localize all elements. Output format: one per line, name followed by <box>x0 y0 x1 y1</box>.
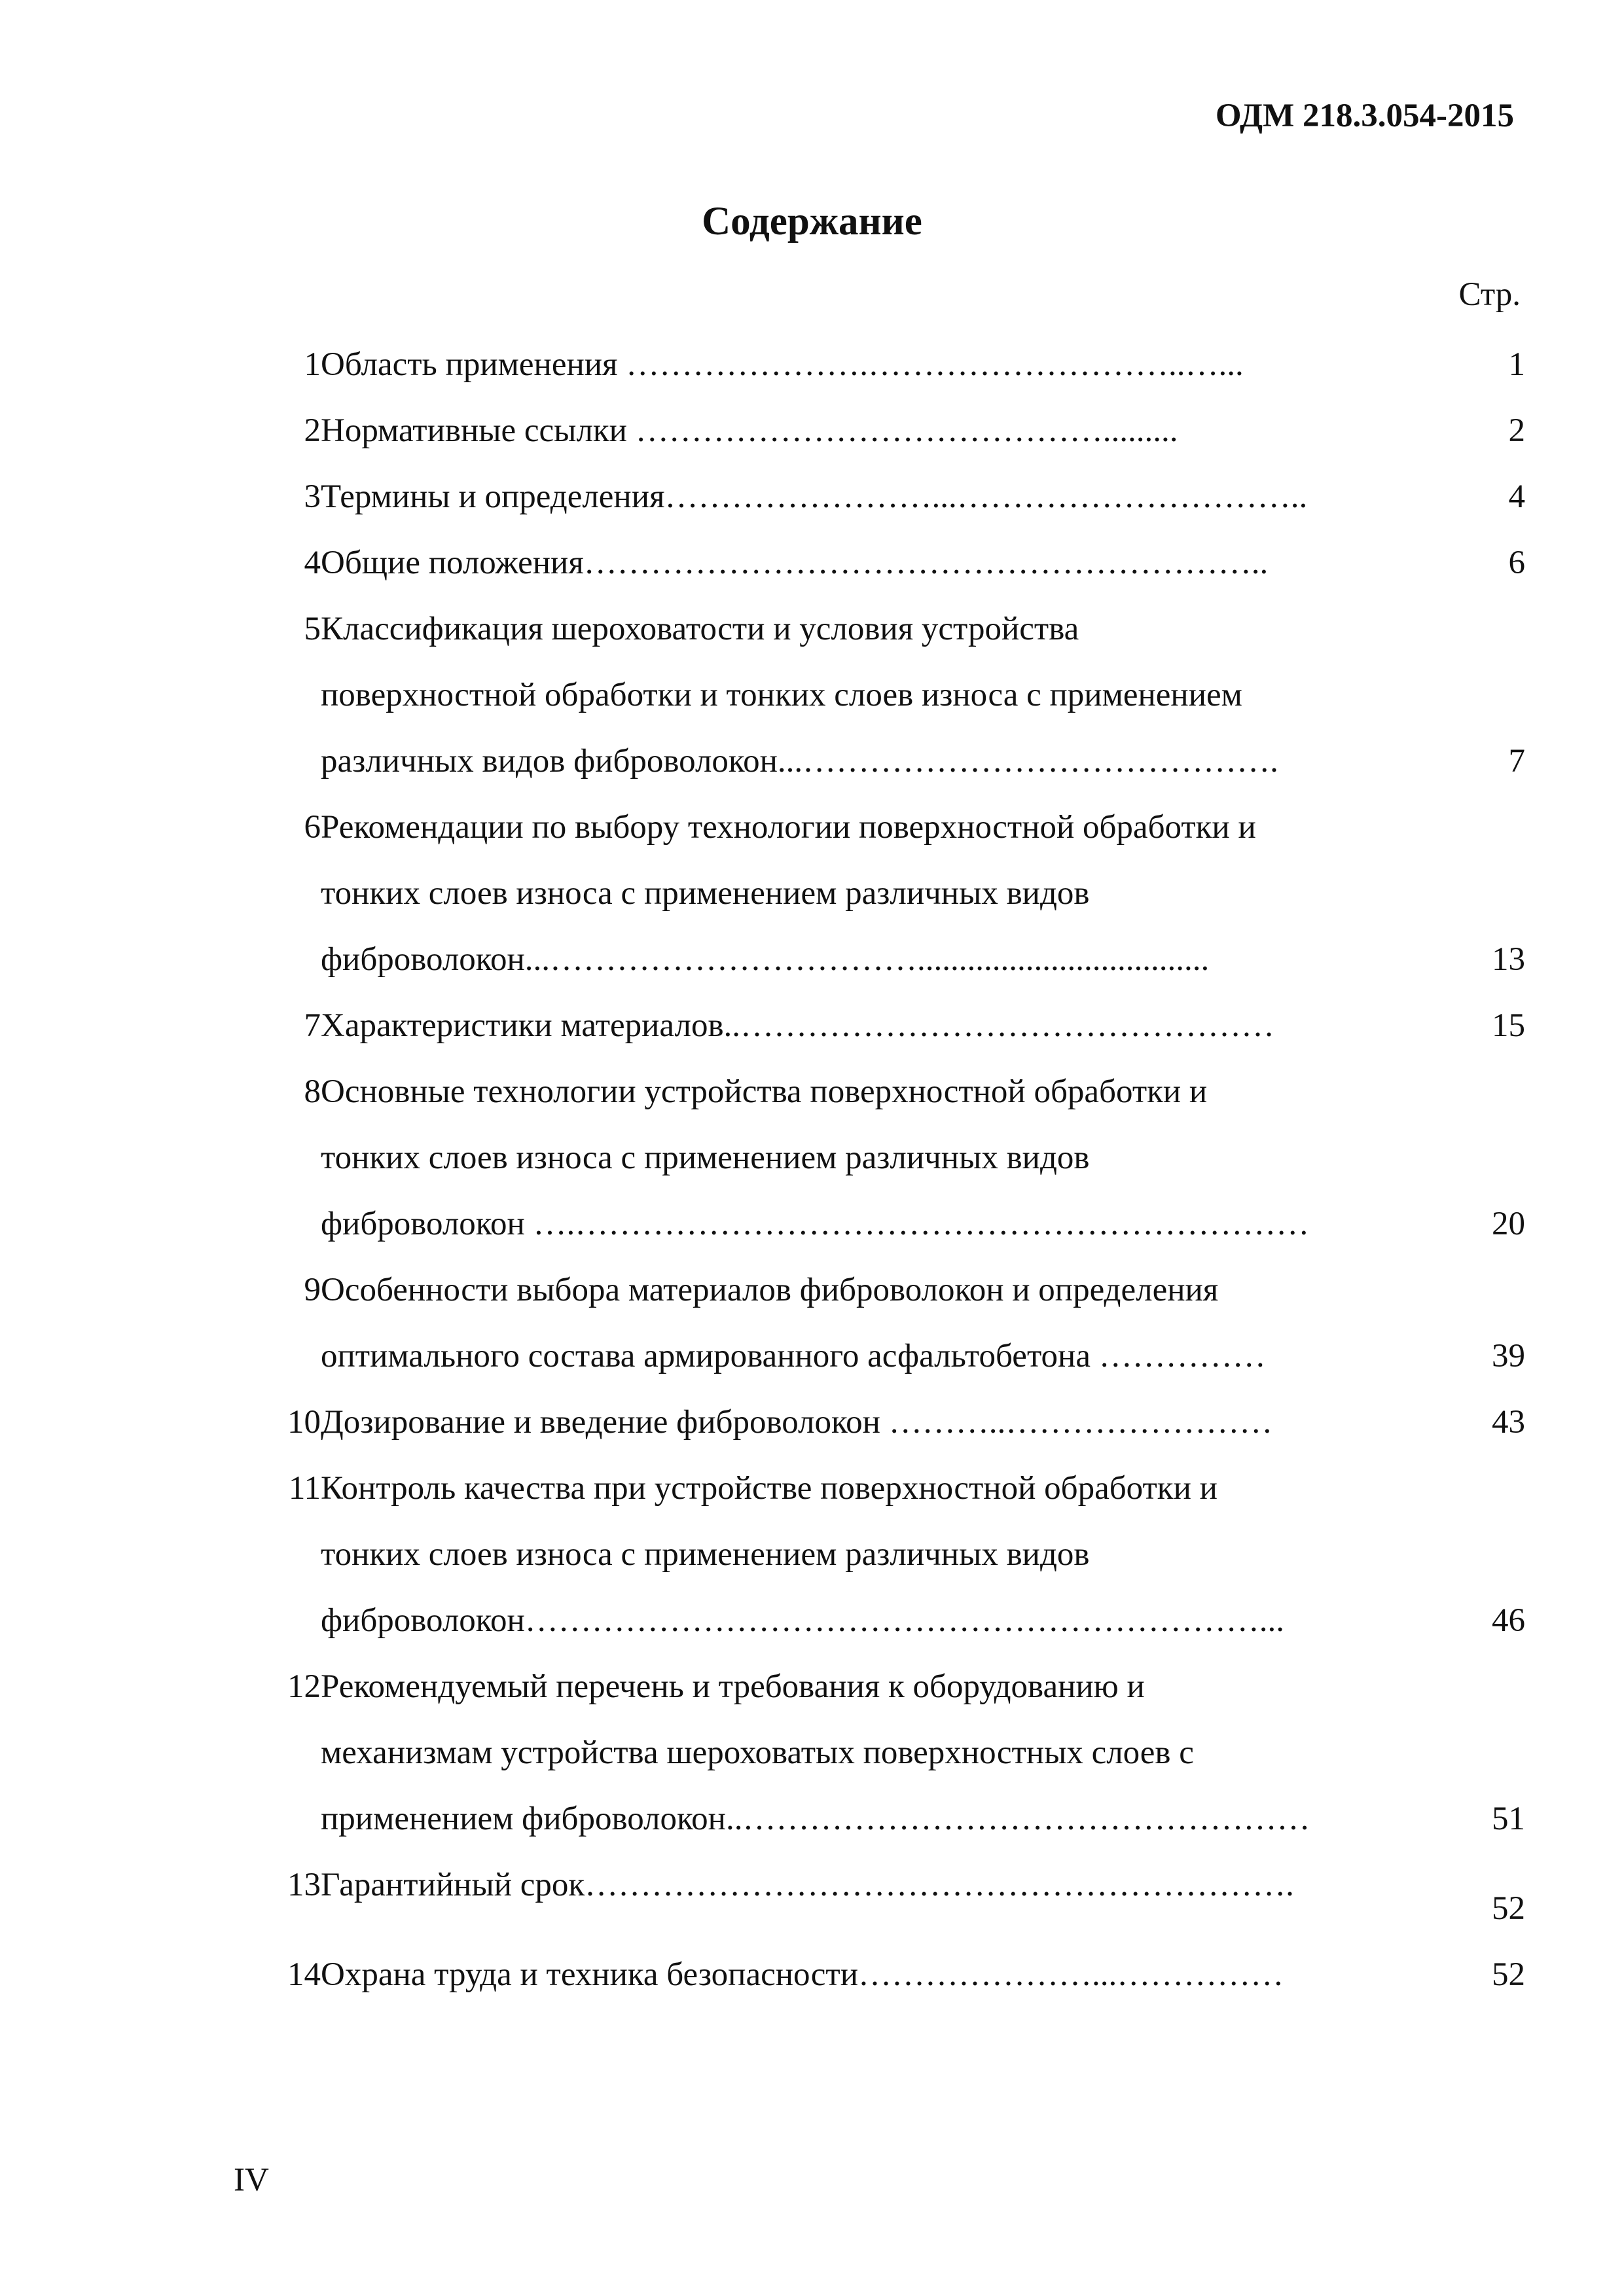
toc-entry-title: Область применения ………………….………………………..…... <box>321 346 1244 383</box>
toc-entry-page: 39 <box>1492 1338 1525 1374</box>
toc-entry-number: 2 <box>304 412 321 449</box>
toc-entry[interactable] <box>249 795 1525 993</box>
page-column-label: Стр. <box>1458 276 1521 313</box>
toc-entry-number: 3 <box>304 478 321 515</box>
toc-entry-number: 1 <box>304 346 321 383</box>
toc-entry-title: Контроль качества при устройстве поверхностной обработки и тонких слоев износа с применением различных видов фиброволокон…………………………………………………………... <box>321 1470 1285 1639</box>
toc-entry-number: 12 <box>287 1668 321 1705</box>
toc-entry-page: 2 <box>1508 412 1525 449</box>
toc-entry[interactable] <box>249 1390 1525 1456</box>
document-code: ОДМ 218.3.054-2015 <box>1215 98 1514 134</box>
toc-entry-title: Термины и определения……………………...………………………….. <box>321 478 1308 515</box>
toc-entry-title: Особенности выбора материалов фиброволокон и определения оптимального состава армированного асфальтобетона …………… <box>321 1272 1266 1374</box>
toc-entry-page: 52 <box>1492 1956 1525 1993</box>
toc-entry-title: Дозирование и введение фиброволокон ………..…………………… <box>321 1404 1273 1441</box>
toc-entry[interactable] <box>249 596 1525 795</box>
toc-entry-page: 7 <box>1508 743 1525 780</box>
toc-entry-title: Рекомендации по выбору технологии поверхностной обработки и тонких слоев износа с применением различных видов фиброволокон...……………………………................................... <box>321 809 1256 978</box>
toc-entry-number: 14 <box>287 1956 321 1993</box>
toc-entry-number: 7 <box>304 1007 321 1044</box>
toc-entry-title: Характеристики материалов..………………………………………… <box>321 1007 1275 1044</box>
toc-entry[interactable] <box>249 332 1525 398</box>
toc-entry-page: 15 <box>1492 1007 1525 1044</box>
toc-entry-number: 5 <box>304 611 321 647</box>
toc-entry[interactable] <box>249 1942 1525 2008</box>
toc-entry-page: 20 <box>1492 1206 1525 1242</box>
toc-entry-page: 51 <box>1492 1801 1525 1837</box>
page-number: IV <box>234 2162 269 2198</box>
toc-entry-number: 13 <box>287 1867 321 1903</box>
toc-entry[interactable] <box>249 993 1525 1059</box>
toc-entry[interactable] <box>249 1654 1525 1852</box>
toc-entry-number: 8 <box>304 1073 321 1110</box>
toc-entry-title: Гарантийный срок………………………………………………………. <box>321 1867 1294 1903</box>
toc-entry-title: Охрана труда и техника безопасности…………………...…………… <box>321 1956 1284 1993</box>
toc-entry[interactable] <box>249 1456 1525 1654</box>
toc-entry[interactable] <box>249 1059 1525 1257</box>
toc-entry[interactable] <box>249 1852 1525 1927</box>
toc-entry-number: 9 <box>304 1272 321 1308</box>
toc-entry-title: Основные технологии устройства поверхностной обработки и тонких слоев износа с применением различных видов фиброволокон ….………………………………………………………… <box>321 1073 1310 1242</box>
toc-entry-page: 4 <box>1508 478 1525 515</box>
toc-entry-page: 1 <box>1508 346 1525 383</box>
toc-entry-page: 13 <box>1492 941 1525 978</box>
toc-title: Содержание <box>702 200 922 243</box>
toc-entry-title: Рекомендуемый перечень и требования к оборудованию и механизмам устройства шероховатых поверхностных слоев с применением фиброволокон..…………………………………………… <box>321 1668 1310 1837</box>
toc-entry-page: 46 <box>1492 1602 1525 1639</box>
toc-entry-page: 43 <box>1492 1404 1525 1441</box>
toc-entry-page: 6 <box>1508 545 1525 581</box>
toc-entry-title: Нормативные ссылки ……………………………………......... <box>321 412 1178 449</box>
toc-entry[interactable] <box>249 530 1525 596</box>
toc-entry-number: 11 <box>288 1470 321 1507</box>
toc-entry[interactable] <box>249 1257 1525 1390</box>
toc-entry-number: 4 <box>304 545 321 581</box>
toc-entry-page: 52 <box>1492 1890 1525 1927</box>
toc-entry-title: Классификация шероховатости и условия устройства поверхностной обработки и тонких слоев износа с применением различных видов фиброволокон...……………………………………. <box>321 611 1278 780</box>
toc-entry[interactable] <box>249 398 1525 464</box>
toc-entry-title: Общие положения…………………………………………………….. <box>321 545 1269 581</box>
table-of-contents <box>249 332 1525 2008</box>
toc-entry[interactable] <box>249 464 1525 530</box>
toc-entry-number: 6 <box>304 809 321 846</box>
toc-entry-number: 10 <box>287 1404 321 1441</box>
